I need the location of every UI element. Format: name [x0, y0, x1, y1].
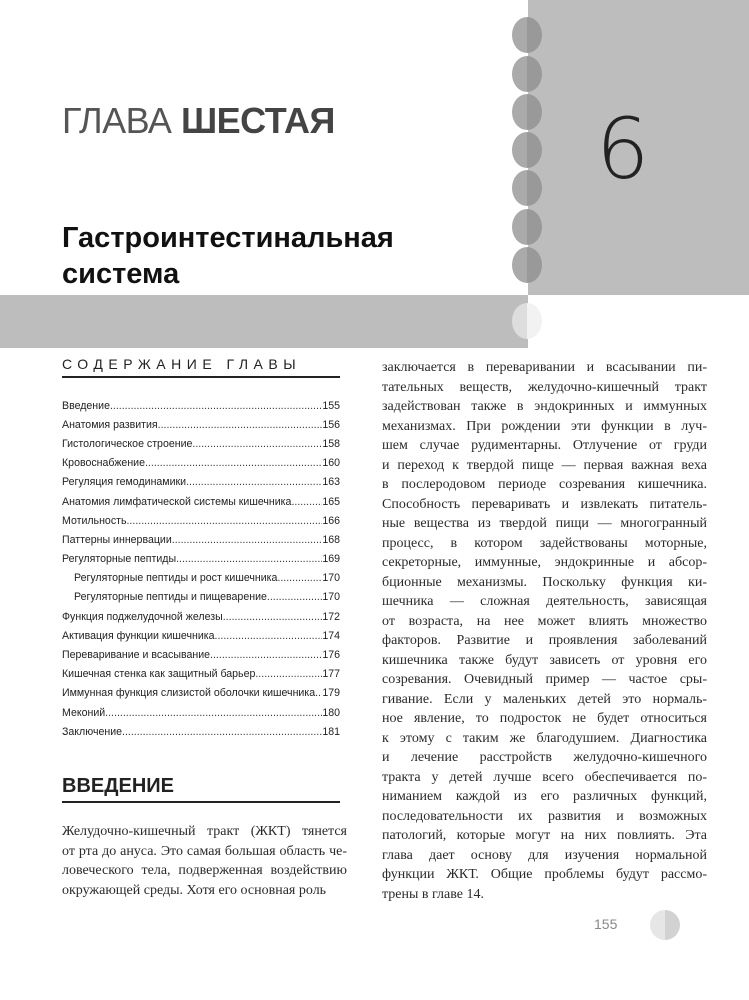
toc-leader	[105, 707, 322, 719]
toc-leader	[223, 611, 323, 623]
text-line: бционные механизмы. Поскольку функция ки-	[382, 574, 707, 590]
text-line: факторов. Развитие и проявления заболеваний	[382, 633, 707, 648]
text-line: и лечение расстройств желудочно-кишечного	[382, 750, 707, 765]
toc-item[interactable]	[62, 492, 340, 511]
toc-item-page: 160	[322, 457, 340, 470]
chapter-title-line: Гастроинтестинальная	[62, 222, 394, 254]
toc-item-label: Мотильность	[62, 514, 127, 527]
toc-item[interactable]	[62, 473, 340, 492]
toc-item-label: Меконий	[62, 706, 106, 719]
toc-item-page: 155	[322, 399, 340, 412]
toc-leader	[315, 687, 322, 699]
toc-item[interactable]	[62, 684, 340, 703]
text-line: глава дает основу для изучения нормальной	[382, 847, 707, 863]
toc-item[interactable]	[62, 454, 340, 473]
text-line: тательных веществ, желудочно-кишечный тракт	[382, 379, 707, 395]
toc-item-label: Анатомия лимфатической системы кишечника	[62, 495, 292, 508]
text-line: созревания. Очевидный пример — частое сры-	[382, 672, 707, 687]
toc-leader	[145, 457, 322, 469]
toc-item[interactable]	[62, 396, 340, 415]
text-line: Желудочно-кишечный тракт (ЖКТ) тянется	[62, 824, 347, 839]
toc-item-label: Регуляция гемодинамики	[62, 476, 187, 489]
toc-leader	[277, 572, 322, 584]
text-line: последовательности их развития и возможных	[382, 808, 707, 824]
binder-hole-icon	[512, 209, 542, 245]
chapter-label-bold: ШЕСТАЯ	[180, 100, 335, 141]
toc-item[interactable]	[62, 415, 340, 434]
text-line: шечника — сложная деятельность, зависящая	[382, 594, 707, 609]
toc-item-page: 168	[322, 533, 340, 546]
table-of-contents	[62, 396, 340, 741]
chapter-number: 6	[596, 100, 650, 198]
toc-item-label: Анатомия развития	[62, 418, 158, 431]
toc-item[interactable]	[62, 530, 340, 549]
toc-item[interactable]	[62, 665, 340, 684]
toc-item-label: Регуляторные пептиды и рост кишечника	[74, 572, 278, 585]
toc-item[interactable]	[62, 434, 340, 453]
toc-item[interactable]	[62, 588, 340, 607]
toc-item-label: Функция поджелудочной железы	[62, 610, 223, 623]
toc-leader	[267, 591, 322, 603]
toc-item-page: 181	[322, 725, 340, 738]
page-number: 155	[594, 916, 618, 932]
text-line: ные вещества из твердой пищи — многогранный	[382, 516, 707, 531]
toc-item-page: 179	[322, 687, 340, 700]
text-line: кишечника также будут зависеть от уровня его	[382, 652, 707, 668]
binder-hole-icon	[512, 303, 542, 339]
toc-leader	[158, 419, 323, 431]
toc-leader	[176, 553, 322, 565]
toc-leader	[255, 668, 322, 680]
page-marker-icon	[650, 910, 680, 940]
text-line: ловеческого тела, подверженная воздействию	[62, 863, 347, 878]
toc-item-label: Гистологическое строение	[62, 437, 193, 450]
text-line: от возраста, на нее может влиять множество	[382, 613, 707, 629]
toc-item-label: Кровоснабжение	[62, 457, 145, 470]
chapter-label	[62, 100, 335, 142]
chapter-label-light: ГЛАВА	[62, 100, 172, 141]
body-text-right	[382, 358, 707, 904]
toc-item-label: Введение	[62, 399, 110, 412]
text-line: тракта у детей лучше всего обеспечивается по-	[382, 769, 707, 785]
toc-leader	[210, 649, 322, 661]
toc-item-page: 176	[322, 649, 340, 662]
text-line: гивание. Если у маленьких детей это нормаль-	[382, 691, 707, 707]
toc-item[interactable]	[62, 626, 340, 645]
toc-leader	[172, 534, 323, 546]
toc-item-label: Активация функции кишечника	[62, 629, 215, 642]
text-line: окружающей среды. Хотя его основная роль	[62, 882, 327, 898]
chapter-title-line: система	[62, 258, 180, 290]
toc-item[interactable]	[62, 645, 340, 664]
toc-leader	[126, 515, 322, 527]
text-line: в послеродовом периоде созревания кишечника.	[382, 477, 707, 492]
text-line: патологий, которые могут на них повлиять. Эта	[382, 828, 707, 843]
toc-item-label: Переваривание и всасывание	[62, 649, 211, 662]
decorative-band	[0, 295, 528, 348]
binder-hole-icon	[512, 247, 542, 283]
toc-item-label: Иммунная функция слизистой оболочки кишечника	[62, 687, 316, 700]
text-line: от рта до ануса. Это самая большая область че-	[62, 843, 347, 859]
text-line: ниманием каждой из его различных функций,	[382, 789, 707, 804]
binder-hole-icon	[512, 132, 542, 168]
toc-item-page: 177	[322, 668, 340, 681]
text-line: процесс, в котором задействованы моторные,	[382, 535, 707, 551]
toc-item-page: 180	[322, 706, 340, 719]
toc-item[interactable]	[62, 722, 340, 741]
toc-leader	[215, 630, 323, 642]
toc-leader	[192, 438, 322, 450]
text-line: Способность переваривать и извлекать питатель-	[382, 496, 707, 512]
toc-item[interactable]	[62, 569, 340, 588]
toc-item-label: Паттерны иннервации	[62, 533, 172, 546]
toc-item[interactable]	[62, 550, 340, 569]
chapter-title	[62, 220, 394, 292]
text-line: механизмах. При рождении эти функции в луч-	[382, 418, 707, 434]
binder-hole-icon	[512, 170, 542, 206]
toc-item-page: 166	[322, 514, 340, 527]
text-line: задействован также в эндокринных и иммунных	[382, 399, 707, 414]
toc-item-label: Заключение	[62, 725, 123, 738]
toc-leader	[110, 400, 322, 412]
toc-leader	[291, 496, 322, 508]
toc-item-page: 169	[322, 553, 340, 566]
text-line: заключается в переваривании и всасывании пи-	[382, 360, 707, 375]
binder-hole-icon	[512, 94, 542, 130]
toc-heading: СОДЕРЖАНИЕ ГЛАВЫ	[62, 356, 340, 378]
toc-leader	[122, 726, 322, 738]
toc-item[interactable]	[62, 511, 340, 530]
toc-item-page: 174	[322, 629, 340, 642]
text-line: к этому с таким же благодушием. Диагностика	[382, 730, 707, 746]
toc-leader	[186, 476, 322, 488]
toc-item-page: 156	[322, 418, 340, 431]
toc-item-label: Кишечная стенка как защитный барьер	[62, 668, 256, 681]
toc-item-label: Регуляторные пептиды и пищеварение	[74, 591, 267, 604]
binder-hole-icon	[512, 17, 542, 53]
text-line: трены в главе 14.	[382, 886, 484, 902]
text-line: шем случае рудиментарны. Отлучение от груди	[382, 438, 707, 453]
toc-item-page: 163	[322, 476, 340, 489]
toc-item-page: 165	[322, 495, 340, 508]
toc-item[interactable]	[62, 703, 340, 722]
toc-item-page: 170	[322, 572, 340, 585]
section-heading: ВВЕДЕНИЕ	[62, 775, 340, 803]
text-line: функции ЖКТ. Общие проблемы будут рассмо-	[382, 867, 707, 882]
text-line: секреторные, иммунные, эндокринные и абсор-	[382, 555, 707, 570]
body-text-left	[62, 822, 347, 900]
toc-item-page: 158	[322, 437, 340, 450]
text-line: ное явление, то подросток не будет относиться	[382, 711, 707, 726]
toc-item[interactable]	[62, 607, 340, 626]
toc-item-page: 170	[322, 591, 340, 604]
toc-item-page: 172	[322, 610, 340, 623]
toc-item-label: Регуляторные пептиды	[62, 553, 177, 566]
text-line: и переход к твердой пище — первая важная веха	[382, 457, 707, 473]
binder-hole-icon	[512, 56, 542, 92]
